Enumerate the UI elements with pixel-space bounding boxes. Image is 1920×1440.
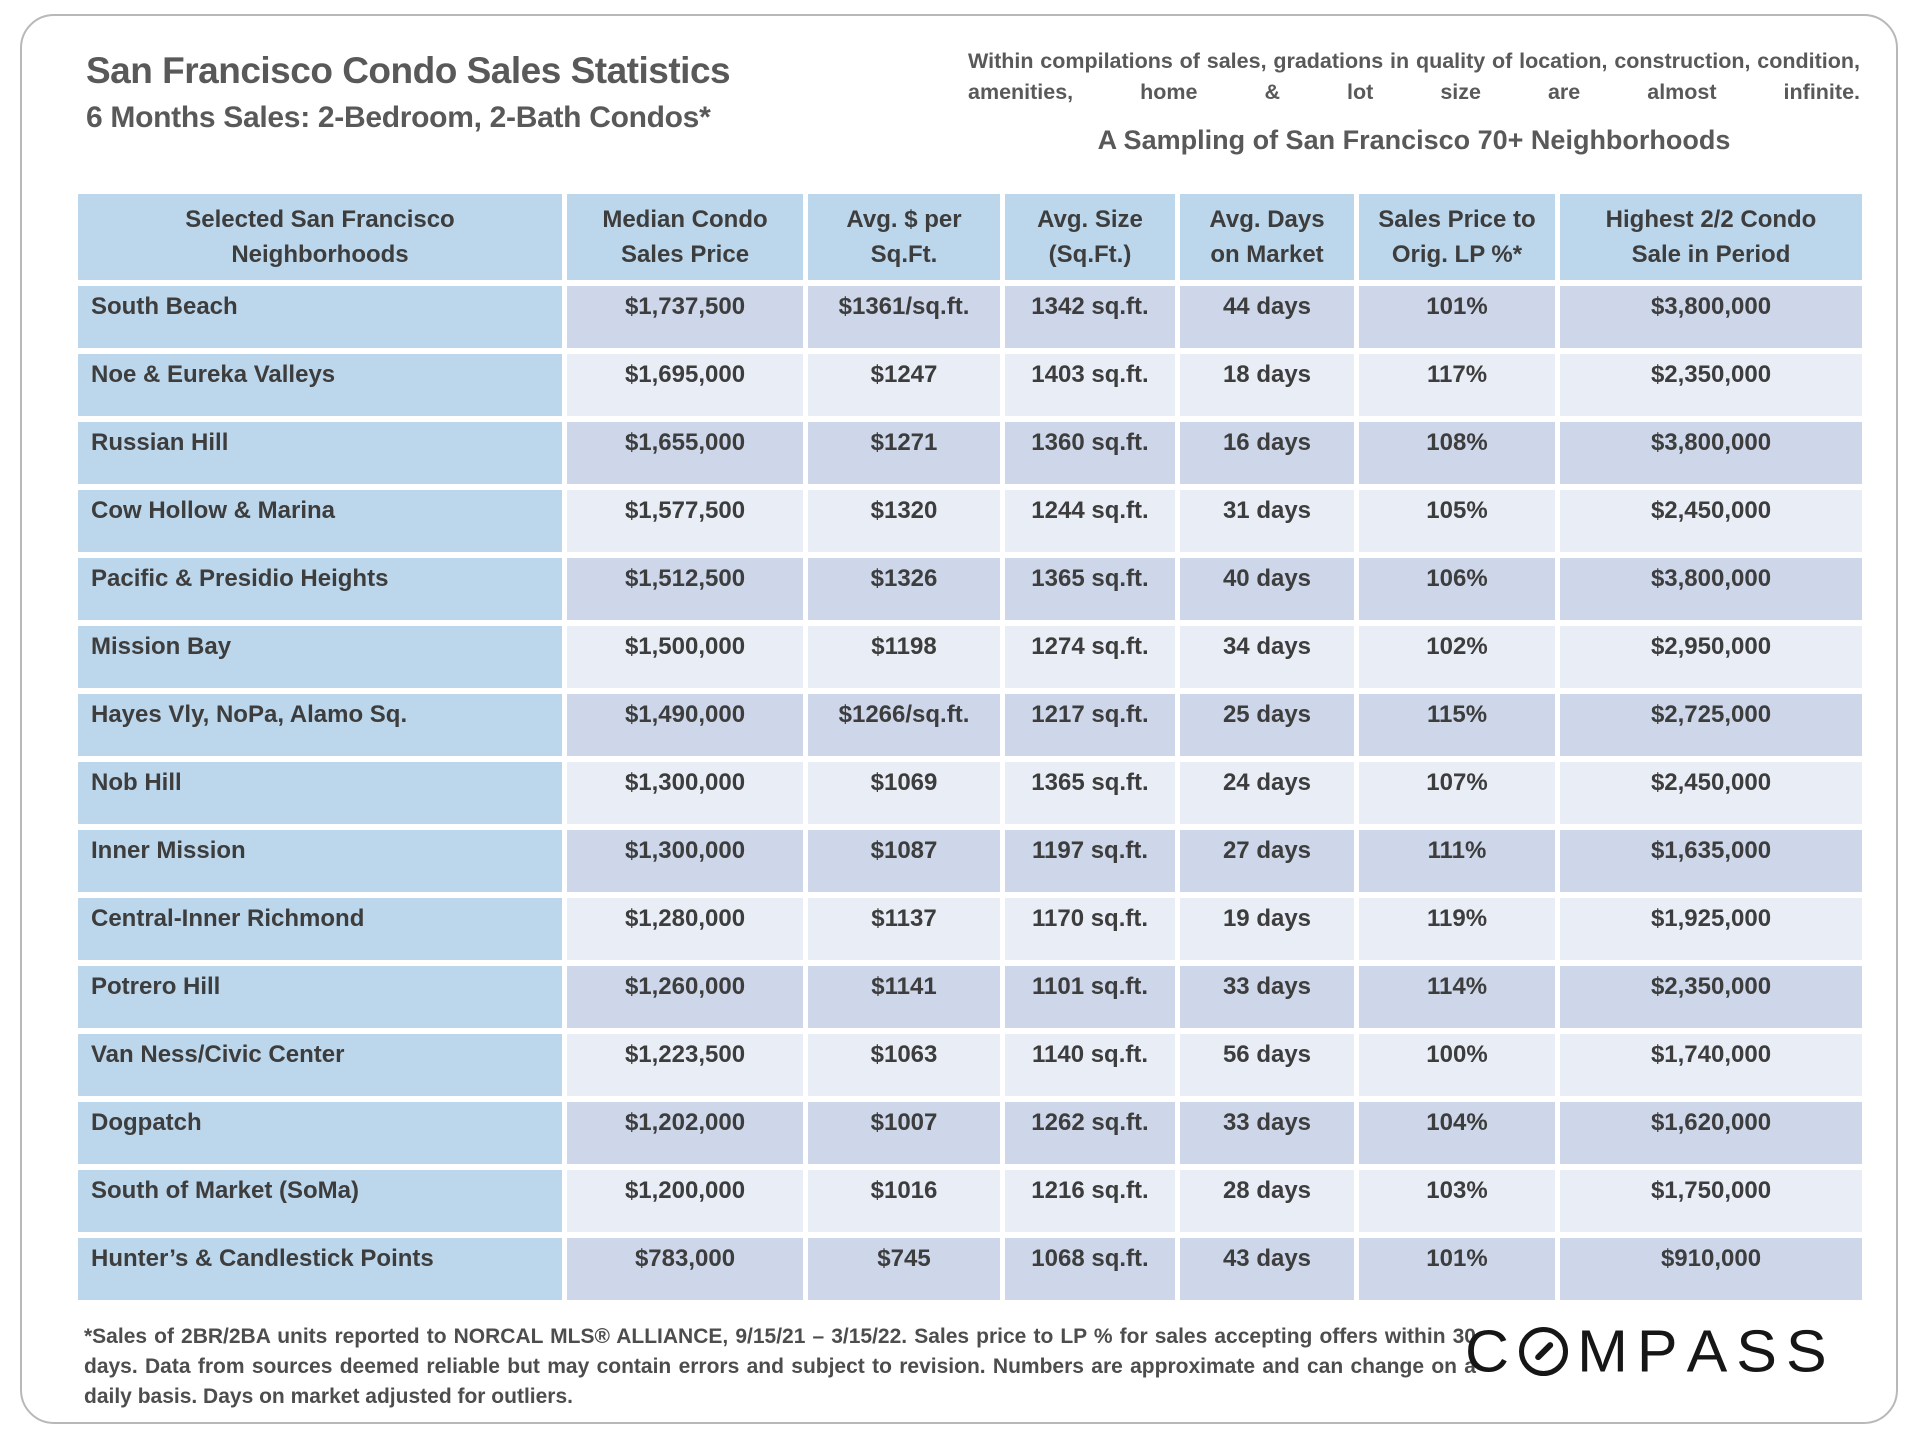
value-cell: $1266/sq.ft. — [808, 694, 1000, 756]
value-cell: 27 days — [1180, 830, 1354, 892]
column-header-line2: Orig. LP %* — [1391, 241, 1523, 268]
column-header-line1: Avg. $ per — [846, 206, 962, 233]
value-cell: 1217 sq.ft. — [1005, 694, 1175, 756]
value-cell: $1,260,000 — [567, 966, 803, 1028]
table-header — [78, 194, 1862, 280]
value-cell: $1,300,000 — [567, 830, 803, 892]
column-header-5 — [1180, 194, 1354, 280]
value-cell: 34 days — [1180, 626, 1354, 688]
value-cell: 115% — [1359, 694, 1555, 756]
neighborhood-cell: Van Ness/Civic Center — [78, 1034, 562, 1096]
table-row — [78, 966, 1862, 1028]
value-cell: 108% — [1359, 422, 1555, 484]
value-cell: $1137 — [808, 898, 1000, 960]
column-header-1 — [78, 194, 562, 280]
column-header-7 — [1560, 194, 1862, 280]
value-cell: $1,925,000 — [1560, 898, 1862, 960]
page-title: San Francisco Condo Sales Statistics — [86, 50, 731, 91]
compass-needle-icon — [1533, 1341, 1553, 1361]
column-header-line2: Sales Price — [620, 241, 750, 268]
logo-letter: S — [1785, 1317, 1827, 1384]
value-cell: $1,655,000 — [567, 422, 803, 484]
value-cell: $1087 — [808, 830, 1000, 892]
value-cell: 1216 sq.ft. — [1005, 1170, 1175, 1232]
column-header-3 — [808, 194, 1000, 280]
value-cell: 1101 sq.ft. — [1005, 966, 1175, 1028]
neighborhood-cell: Inner Mission — [78, 830, 562, 892]
table-row — [78, 1170, 1862, 1232]
table-row — [78, 1238, 1862, 1300]
value-cell: $2,450,000 — [1560, 762, 1862, 824]
value-cell: 1342 sq.ft. — [1005, 286, 1175, 348]
value-cell: $1,750,000 — [1560, 1170, 1862, 1232]
value-cell: 119% — [1359, 898, 1555, 960]
neighborhood-cell: South Beach — [78, 286, 562, 348]
neighborhood-cell: Hunter’s & Candlestick Points — [78, 1238, 562, 1300]
value-cell: 44 days — [1180, 286, 1354, 348]
neighborhood-cell: Nob Hill — [78, 762, 562, 824]
table-row — [78, 490, 1862, 552]
value-cell: 1197 sq.ft. — [1005, 830, 1175, 892]
column-header-line1: Avg. Days — [1209, 206, 1325, 233]
value-cell: $910,000 — [1560, 1238, 1862, 1300]
value-cell: 104% — [1359, 1102, 1555, 1164]
value-cell: 106% — [1359, 558, 1555, 620]
intro-paragraph: Within compilations of sales, gradations in quality of location, construction, condition, amenities, home & lot size are almost infinite. — [968, 49, 1860, 104]
value-cell: 18 days — [1180, 354, 1354, 416]
column-header-4 — [1005, 194, 1175, 280]
value-cell: $1320 — [808, 490, 1000, 552]
table-row — [78, 354, 1862, 416]
value-cell: $1,223,500 — [567, 1034, 803, 1096]
sampling-heading: A Sampling of San Francisco 70+ Neighborhoods — [1097, 125, 1731, 156]
compass-logo — [1465, 1318, 1836, 1384]
neighborhood-cell: Central-Inner Richmond — [78, 898, 562, 960]
value-cell: 24 days — [1180, 762, 1354, 824]
footnote: *Sales of 2BR/2BA units reported to NORCAL MLS® ALLIANCE, 9/15/21 – 3/15/22. Sales price to LP % for sales accepting offers within 30 days. Data from sources deemed reliable but may contain errors and subject to revision. Numbers are approximate and can change on a daily basis. Days on market adjusted for outliers. — [84, 1325, 1476, 1409]
value-cell: $1326 — [808, 558, 1000, 620]
value-cell: 33 days — [1180, 966, 1354, 1028]
table-row — [78, 286, 1862, 348]
column-header-line1: Sales Price to — [1378, 206, 1536, 233]
value-cell: $1,695,000 — [567, 354, 803, 416]
column-header-line2: on Market — [1210, 241, 1324, 268]
neighborhood-cell: Russian Hill — [78, 422, 562, 484]
value-cell: 31 days — [1180, 490, 1354, 552]
value-cell: $1,490,000 — [567, 694, 803, 756]
value-cell: $3,800,000 — [1560, 558, 1862, 620]
neighborhood-cell: Potrero Hill — [78, 966, 562, 1028]
table-row — [78, 1034, 1862, 1096]
value-cell: 1262 sq.ft. — [1005, 1102, 1175, 1164]
value-cell: $2,950,000 — [1560, 626, 1862, 688]
table-row — [78, 830, 1862, 892]
value-cell: $2,350,000 — [1560, 354, 1862, 416]
value-cell: $1141 — [808, 966, 1000, 1028]
value-cell: $1,620,000 — [1560, 1102, 1862, 1164]
value-cell: 56 days — [1180, 1034, 1354, 1096]
value-cell: $1,740,000 — [1560, 1034, 1862, 1096]
value-cell: $1,300,000 — [567, 762, 803, 824]
column-header-line2: Sq.Ft. — [870, 241, 938, 268]
title-block — [86, 48, 846, 137]
neighborhood-cell: Hayes Vly, NoPa, Alamo Sq. — [78, 694, 562, 756]
value-cell: 111% — [1359, 830, 1555, 892]
column-header-line2: (Sq.Ft.) — [1048, 241, 1132, 268]
value-cell: 114% — [1359, 966, 1555, 1028]
logo-letter: A — [1686, 1317, 1728, 1384]
value-cell: $2,450,000 — [1560, 490, 1862, 552]
column-header-line1: Highest 2/2 Condo — [1605, 206, 1817, 233]
value-cell: $1,200,000 — [567, 1170, 803, 1232]
column-header-line1: Median Condo — [602, 206, 768, 233]
value-cell: 101% — [1359, 1238, 1555, 1300]
neighborhood-cell: Dogpatch — [78, 1102, 562, 1164]
value-cell: $2,725,000 — [1560, 694, 1862, 756]
value-cell: $745 — [808, 1238, 1000, 1300]
column-header-line2: Sale in Period — [1631, 241, 1791, 268]
logo-letter: S — [1736, 1317, 1777, 1384]
column-header-6 — [1359, 194, 1555, 280]
value-cell: 105% — [1359, 490, 1555, 552]
column-header-line1: Avg. Size — [1037, 206, 1143, 233]
value-cell: $1,577,500 — [567, 490, 803, 552]
value-cell: $1,512,500 — [567, 558, 803, 620]
value-cell: 1244 sq.ft. — [1005, 490, 1175, 552]
value-cell: $1,500,000 — [567, 626, 803, 688]
value-cell: 33 days — [1180, 1102, 1354, 1164]
compass-o-icon — [1519, 1327, 1568, 1376]
value-cell: 25 days — [1180, 694, 1354, 756]
value-cell: $1247 — [808, 354, 1000, 416]
value-cell: 1170 sq.ft. — [1005, 898, 1175, 960]
value-cell: $2,350,000 — [1560, 966, 1862, 1028]
value-cell: $1361/sq.ft. — [808, 286, 1000, 348]
table-row — [78, 558, 1862, 620]
value-cell: 1360 sq.ft. — [1005, 422, 1175, 484]
value-cell: $1,635,000 — [1560, 830, 1862, 892]
value-cell: 43 days — [1180, 1238, 1354, 1300]
slide-card — [20, 14, 1898, 1424]
value-cell: $3,800,000 — [1560, 286, 1862, 348]
value-cell: $1,280,000 — [567, 898, 803, 960]
logo-letter: M — [1577, 1317, 1628, 1384]
header-row — [78, 194, 1862, 280]
neighborhood-cell: Noe & Eureka Valleys — [78, 354, 562, 416]
value-cell: 1365 sq.ft. — [1005, 558, 1175, 620]
value-cell: $783,000 — [567, 1238, 803, 1300]
value-cell: $1,737,500 — [567, 286, 803, 348]
condo-sales-table — [73, 188, 1867, 1306]
table-body — [78, 286, 1862, 1300]
value-cell: $1271 — [808, 422, 1000, 484]
table-row — [78, 694, 1862, 756]
column-header-line1: Selected San Francisco — [185, 206, 455, 233]
value-cell: 1274 sq.ft. — [1005, 626, 1175, 688]
table-row — [78, 422, 1862, 484]
value-cell: 1403 sq.ft. — [1005, 354, 1175, 416]
value-cell: $1069 — [808, 762, 1000, 824]
table-row — [78, 762, 1862, 824]
value-cell: 28 days — [1180, 1170, 1354, 1232]
value-cell: 19 days — [1180, 898, 1354, 960]
neighborhood-cell: Pacific & Presidio Heights — [78, 558, 562, 620]
neighborhood-cell: Mission Bay — [78, 626, 562, 688]
table-row — [78, 626, 1862, 688]
column-header-2 — [567, 194, 803, 280]
neighborhood-cell: South of Market (SoMa) — [78, 1170, 562, 1232]
value-cell: 103% — [1359, 1170, 1555, 1232]
neighborhood-cell: Cow Hollow & Marina — [78, 490, 562, 552]
value-cell: 100% — [1359, 1034, 1555, 1096]
intro-block — [968, 46, 1860, 156]
column-header-line2: Neighborhoods — [231, 241, 409, 268]
value-cell: $1016 — [808, 1170, 1000, 1232]
value-cell: $3,800,000 — [1560, 422, 1862, 484]
value-cell: $1198 — [808, 626, 1000, 688]
value-cell: 40 days — [1180, 558, 1354, 620]
page-subtitle: 6 Months Sales: 2-Bedroom, 2-Bath Condos* — [86, 101, 711, 135]
value-cell: 1068 sq.ft. — [1005, 1238, 1175, 1300]
value-cell: 107% — [1359, 762, 1555, 824]
value-cell: 102% — [1359, 626, 1555, 688]
logo-letter: P — [1636, 1317, 1678, 1384]
value-cell: 1365 sq.ft. — [1005, 762, 1175, 824]
value-cell: 1140 sq.ft. — [1005, 1034, 1175, 1096]
value-cell: 101% — [1359, 286, 1555, 348]
logo-letter: C — [1465, 1317, 1510, 1384]
value-cell: $1,202,000 — [567, 1102, 803, 1164]
table-row — [78, 1102, 1862, 1164]
value-cell: 16 days — [1180, 422, 1354, 484]
value-cell: $1007 — [808, 1102, 1000, 1164]
value-cell: 117% — [1359, 354, 1555, 416]
table-row — [78, 898, 1862, 960]
value-cell: $1063 — [808, 1034, 1000, 1096]
